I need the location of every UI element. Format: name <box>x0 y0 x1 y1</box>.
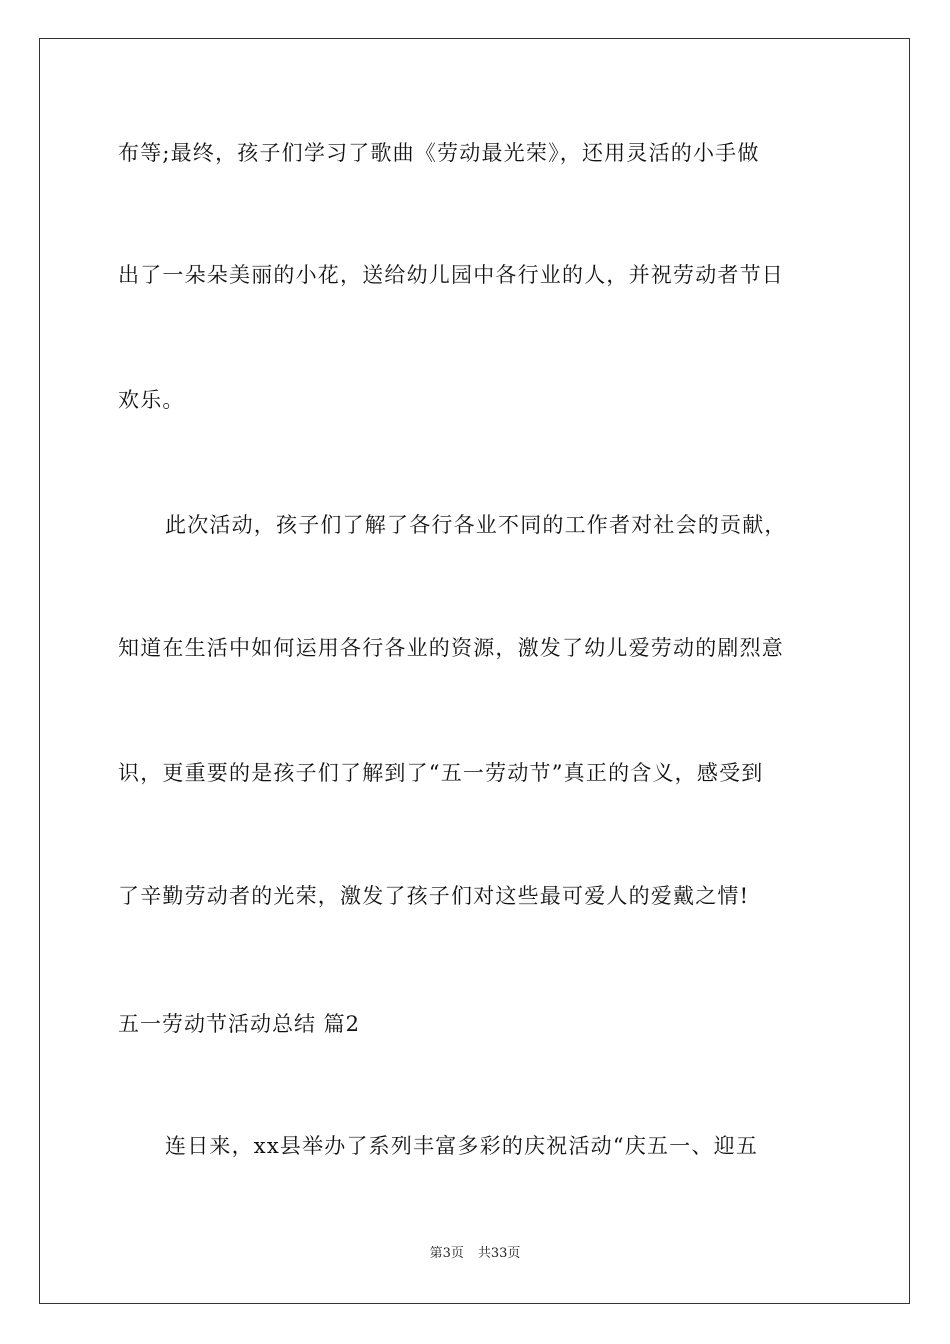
body-line-8: 连日来，xx县举办了系列丰富多彩的庆祝活动“庆五一、迎五 <box>165 1134 759 1158</box>
body-line-5: 知道在生活中如何运用各行各业的资源，激发了幼儿爱劳动的剧烈意 <box>118 636 784 660</box>
body-line-3: 欢乐。 <box>118 388 185 412</box>
body-line-7: 了辛勤劳动者的光荣，激发了孩子们对这些最可爱人的爱戴之情! <box>118 884 750 908</box>
body-line-4: 此次活动，孩子们了解了各行各业不同的工作者对社会的贡献， <box>165 513 787 537</box>
body-line-1: 布等;最终，孩子们学习了歌曲《劳动最光荣》，还用灵活的小手做 <box>118 141 760 165</box>
current-page-label: 第3页 <box>429 1246 464 1261</box>
total-pages-label: 共33页 <box>477 1246 521 1261</box>
body-line-2: 出了一朵朵美丽的小花，送给幼儿园中各行业的人，并祝劳动者节日 <box>118 263 784 287</box>
page-footer <box>0 1245 950 1263</box>
body-line-6: 识，更重要的是孩子们了解到了“五一劳动节”真正的含义，感受到 <box>118 761 764 785</box>
page-frame <box>39 38 910 1304</box>
section-heading: 五一劳动节活动总结 篇2 <box>118 1012 361 1036</box>
